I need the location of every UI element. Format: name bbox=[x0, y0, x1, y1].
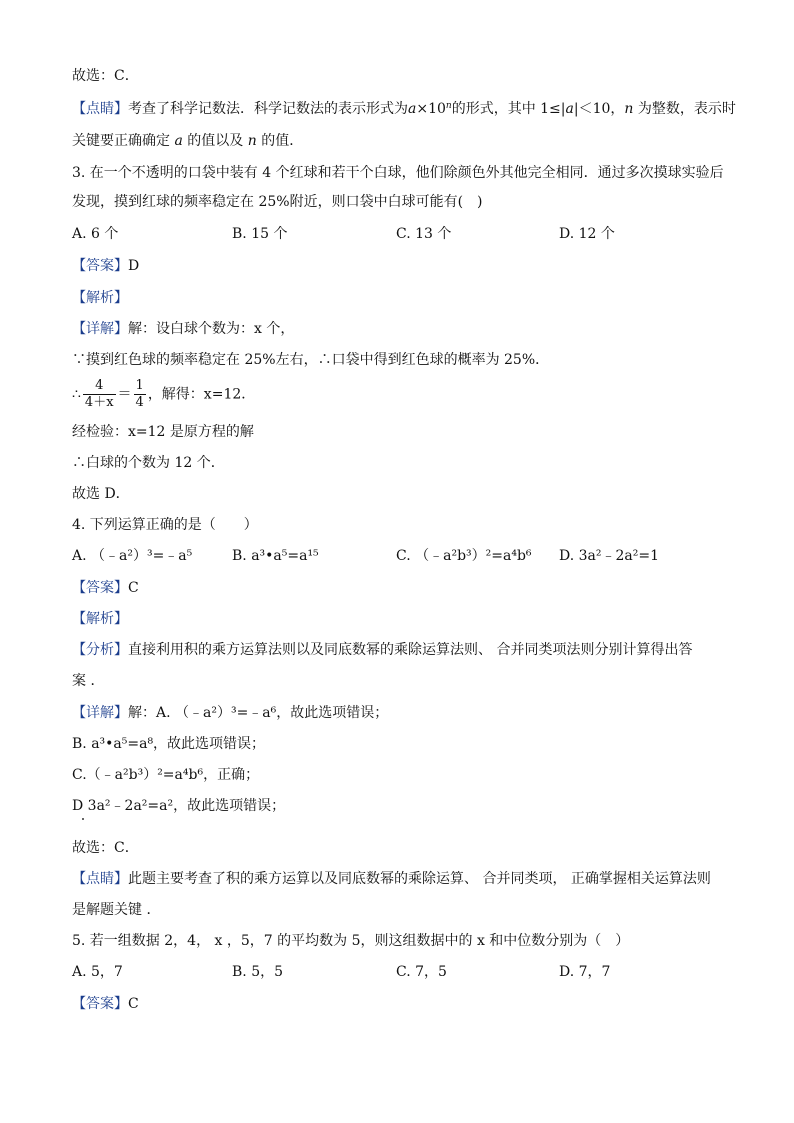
option-c: C. 13 个 bbox=[396, 226, 452, 242]
text: 为整数，表示时 bbox=[633, 101, 736, 117]
text: 的形式，其中 1≤| bbox=[451, 101, 566, 117]
question-3-stem-2: 发现，摸到红球的频率稳定在 25%附近，则口袋中白球可能有( ) bbox=[72, 194, 483, 210]
text: 的值． bbox=[256, 133, 304, 149]
text: ，解得：x=12． bbox=[147, 386, 256, 403]
text-line: ∴白球的个数为 12 个． bbox=[72, 455, 225, 471]
option-d: D. 7，7 bbox=[559, 964, 611, 980]
detail-label: 【详解】 bbox=[72, 705, 128, 721]
tip-label: 【点睛】 bbox=[72, 101, 128, 117]
tip-line bbox=[72, 99, 734, 119]
text-line: 故选 D． bbox=[72, 486, 130, 502]
text: 直接利用积的乘方运算法则以及同底数幂的乘除运算法则、 合并同类项法则分别计算得出答 bbox=[128, 642, 693, 658]
text-line: B. a³•a⁵=a⁸，故此选项错误； bbox=[72, 736, 266, 752]
text-line: 故选：C． bbox=[72, 68, 139, 84]
answer-value: C bbox=[128, 996, 139, 1012]
option-c: C. 7，5 bbox=[396, 964, 447, 980]
var: n bbox=[445, 101, 452, 111]
text: 解：设白球个数为：x 个， bbox=[128, 321, 295, 337]
numerator: 4 bbox=[83, 378, 116, 395]
denominator: 4 bbox=[135, 395, 144, 410]
numerator: 1 bbox=[135, 378, 144, 393]
option-c: C. （﹣a²b³）²=a⁴b⁶ bbox=[396, 548, 532, 564]
equals: ＝ bbox=[117, 386, 132, 403]
denominator: 4＋x bbox=[84, 395, 114, 410]
var: a bbox=[565, 101, 574, 117]
text-line: 是解题关键 ． bbox=[72, 902, 161, 918]
analysis-line bbox=[72, 640, 734, 660]
text-line: 经检验：x=12 是原方程的解 bbox=[72, 424, 254, 440]
tip-line-2 bbox=[72, 131, 734, 151]
text-line: ∵摸到红色球的频率稳定在 25%左右，∴口袋中得到红色球的概率为 25%． bbox=[72, 352, 550, 368]
var: a bbox=[174, 133, 183, 149]
option-a: A. 6 个 bbox=[72, 226, 119, 242]
analysis-sub-label: 【分析】 bbox=[72, 642, 128, 658]
text: 关键要正确确定 bbox=[72, 133, 175, 149]
analysis-label-text: 【解析】 bbox=[72, 290, 128, 306]
var: n bbox=[624, 101, 634, 117]
detail-line bbox=[72, 319, 734, 339]
fraction-equation bbox=[72, 378, 734, 411]
answer-label: 【答案】 bbox=[72, 580, 128, 596]
therefore-symbol: ∴ bbox=[72, 386, 81, 403]
text-line: C.（﹣a²b³）²=a⁴b⁶，正确； bbox=[72, 767, 260, 783]
option-d: D. 12 个 bbox=[559, 226, 615, 242]
answer-line bbox=[72, 994, 734, 1014]
option-b: B. a³•a⁵=a¹⁵ bbox=[232, 548, 319, 564]
option-a: A. 5，7 bbox=[72, 964, 123, 980]
stray-dot bbox=[82, 818, 84, 820]
fraction-left bbox=[83, 378, 116, 411]
text: 的值以及 bbox=[182, 133, 248, 149]
var: n bbox=[247, 133, 257, 149]
text-line: D 3a²﹣2a²=a²，故此选项错误； bbox=[72, 798, 286, 814]
answer-line bbox=[72, 256, 734, 276]
answer-line bbox=[72, 578, 734, 598]
text: |＜10， bbox=[573, 101, 625, 117]
question-4-stem: 4. 下列运算正确的是（ ） bbox=[72, 517, 258, 533]
var: a bbox=[408, 101, 417, 117]
detail-label: 【详解】 bbox=[72, 321, 128, 337]
question-5-stem: 5. 若一组数据 2，4， x ，5，7 的平均数为 5，则这组数据中的 x 和中位数分别为（ ） bbox=[72, 933, 630, 949]
option-d: D. 3a²﹣2a²=1 bbox=[559, 548, 659, 564]
analysis-label-text: 【解析】 bbox=[72, 611, 128, 627]
text: ×10 bbox=[416, 101, 446, 117]
analysis-label bbox=[72, 288, 734, 308]
text-line: 案 ． bbox=[72, 673, 105, 689]
tip-line bbox=[72, 869, 734, 889]
text: 解：A. （﹣a²）³=﹣a⁶，故此选项错误； bbox=[128, 705, 389, 721]
answer-label: 【答案】 bbox=[72, 996, 128, 1012]
option-b: B. 15 个 bbox=[232, 226, 288, 242]
option-a: A. （﹣a²）³=﹣a⁵ bbox=[72, 548, 193, 564]
detail-line bbox=[72, 703, 734, 723]
option-b: B. 5，5 bbox=[232, 964, 284, 980]
text: 此题主要考查了积的乘方运算以及同底数幂的乘除运算、 合并同类项， 正确掌握相关运算法则 bbox=[128, 871, 711, 887]
answer-value: D bbox=[128, 258, 140, 274]
answer-label: 【答案】 bbox=[72, 258, 128, 274]
text-line: 故选：C． bbox=[72, 840, 139, 856]
text: 考查了科学记数法．科学记数法的表示形式为 bbox=[128, 101, 408, 117]
question-3-stem: 3. 在一个不透明的口袋中装有 4 个红球和若干个白球，他们除颜色外其他完全相同．通过多次摸球实验后 bbox=[72, 165, 724, 181]
tip-label: 【点睛】 bbox=[72, 871, 128, 887]
fraction-right bbox=[134, 378, 146, 411]
analysis-label bbox=[72, 609, 734, 629]
answer-value: C bbox=[128, 580, 139, 596]
